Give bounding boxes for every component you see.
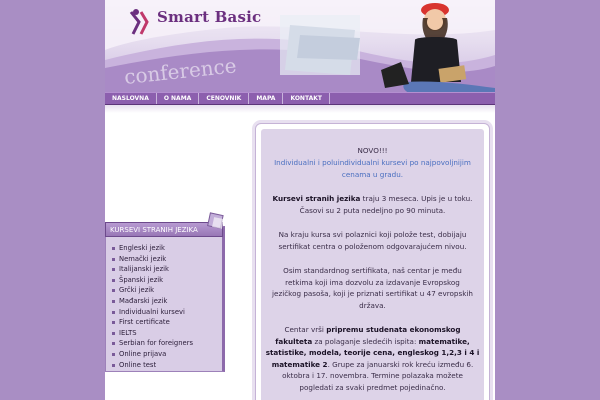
prep-bold-3: matematike,: [418, 336, 470, 346]
nav-item-kontakt[interactable]: KONTAKT: [283, 93, 330, 104]
passport-line-4: država.: [359, 300, 386, 310]
prep-line-2: [261, 336, 484, 348]
nav-item-cenovnik[interactable]: CENOVNIK: [199, 93, 249, 104]
prep-line-6: pogledati za svaki predmet pojedinačno.: [299, 382, 446, 392]
logo-icon: [127, 8, 153, 38]
header-banner: [105, 0, 495, 92]
nav-item-o-nama[interactable]: O NAMA: [157, 93, 199, 104]
content-box: [255, 123, 490, 400]
prep-line-5: oktobra i 17. novembra. Termine polazaka možete: [282, 371, 463, 380]
sidebar-item-online-test[interactable]: Online test: [109, 360, 193, 371]
passport-line-2: retkima koji ima dozvolu za izdavanje Evropskog: [285, 277, 460, 287]
sidebar-item-serbian[interactable]: Serbian for foreigners: [109, 338, 193, 349]
announce-line-1: Individualni i poluindividualni kursevi po najpovoljnijim: [274, 158, 471, 167]
page-container: [105, 0, 495, 400]
nav-item-naslovna[interactable]: NASLOVNA: [105, 93, 157, 104]
sidebar-item-online-prijava[interactable]: Online prijava: [109, 349, 193, 360]
sidebar-item-spanski[interactable]: Španski jezik: [109, 275, 193, 286]
prep-lead: Centar vrši: [284, 325, 327, 334]
courses-line-1: [261, 193, 484, 205]
nav-shadow: [105, 105, 495, 113]
sidebar-item-nemacki[interactable]: Nemački jezik: [109, 254, 193, 265]
sidebar-item-italijanski[interactable]: Italijanski jezik: [109, 264, 193, 275]
content-panel: [261, 129, 484, 400]
prep-line-4: [261, 359, 484, 371]
novo-heading: NOVO!!!: [357, 146, 388, 155]
announce-line-2: cenama u gradu.: [341, 169, 404, 179]
sidebar-list: [109, 243, 193, 370]
sidebar-item-engleski[interactable]: Engleski jezik: [109, 243, 193, 254]
prep-mid: za polaganje sledećih ispita:: [312, 336, 419, 346]
prep-bold-4: statistike, modela, teorije cena, engleskog 1,2,3 i 4 i: [265, 348, 480, 357]
sidebar-corner-decoration-icon: [205, 210, 227, 232]
sidebar-title: KURSEVI STRANIH JEZIKA: [105, 222, 223, 237]
brand-name[interactable]: Smart Basic: [157, 8, 262, 26]
certificate-line-1: Na kraju kursa svi polaznici koji polože test, dobijaju: [278, 230, 467, 239]
svg-text:conference: conference: [123, 53, 238, 89]
sidebar-item-madjarski[interactable]: Mađarski jezik: [109, 296, 193, 307]
sidebar-item-first-certificate[interactable]: First certificate: [109, 317, 193, 328]
sidebar-item-individualni[interactable]: Individualni kursevi: [109, 307, 193, 318]
prep-bold-1: pripremu studenata ekonomskog: [326, 325, 461, 334]
courses-text: traju 3 meseca. Upis je u toku.: [360, 194, 473, 203]
prep-line-1: [261, 324, 484, 336]
nav-item-mapa[interactable]: MAPA: [249, 93, 283, 104]
passport-line-1: Osim standardnog sertifikata, naš centar je među: [283, 266, 462, 275]
prep-bold-5: matematike 2: [271, 359, 328, 369]
courses-line-2: Časovi su 2 puta nedeljno po 90 minuta.: [299, 205, 446, 215]
certificate-line-2: sertifikat centra o položenom odgovarajućem nivou.: [278, 241, 467, 251]
sidebar-item-grcki[interactable]: Grčki jezik: [109, 285, 193, 296]
prep-tail: . Grupe za januarski rok kreću između 6.: [327, 359, 474, 369]
sidebar-item-ielts[interactable]: IELTS: [109, 328, 193, 339]
main-navigation: [105, 92, 495, 105]
prep-bold-2: fakulteta: [275, 336, 313, 346]
passport-line-3: jezičkog pasoša, koji je priznati sertifikat u 47 evropskih: [272, 289, 473, 298]
courses-bold: Kursevi stranih jezika: [272, 194, 361, 203]
prep-line-3: [261, 347, 484, 359]
student-photo: [375, 0, 495, 92]
sidebar: [105, 210, 225, 370]
